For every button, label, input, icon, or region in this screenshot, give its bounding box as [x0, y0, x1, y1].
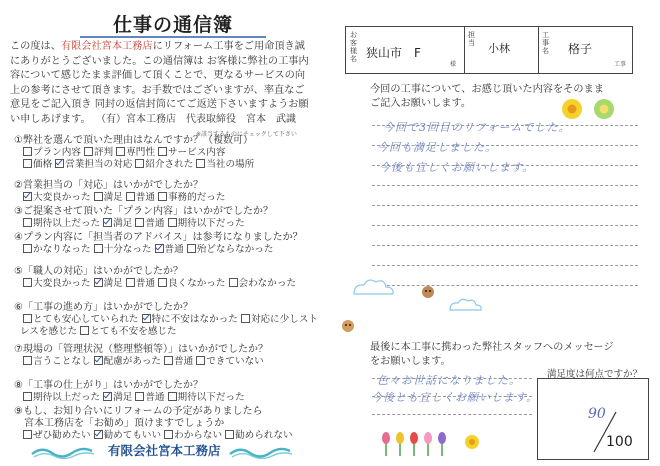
option-label: とても不安を感じた [90, 326, 177, 337]
option-row [14, 314, 318, 326]
option-label: 普通 [145, 392, 165, 403]
option-label: 普通 [135, 192, 155, 203]
option-label: 営業担当の対応 [65, 159, 133, 170]
handwritten-comment-2: 今回も満足しました。 [377, 141, 497, 154]
checkbox[interactable] [84, 147, 93, 156]
option-label: サービス内容 [167, 147, 226, 158]
question-8 [14, 380, 245, 404]
option-label: 良くなかった [167, 278, 226, 289]
question-4 [14, 232, 303, 256]
option-label: 言うことなし [33, 356, 91, 367]
checkbox[interactable] [80, 326, 89, 335]
question-title: ⑤「職人の対応」はいかがでしたか？ [14, 266, 183, 277]
handwritten-comment-1: 今回で3回目のリフォームでした。 [383, 121, 571, 134]
checkbox[interactable] [23, 356, 32, 365]
option-label: 専門性 [126, 147, 155, 158]
option-label: できていない [206, 356, 264, 367]
intro-part-2: にリフォーム工事をご用命頂き誠にありがとうございました。この通信簿は お客様に弊社の工事内容について感じたまま評価して頂くことで、更なるサービスの向上の参考にさせて頂きます。お手数ではございますが、率直なご意見をご記入頂き 同封の返信封筒にてご返送下さいますようお願い申しあげます。 [10, 41, 309, 125]
work-cell [538, 27, 632, 73]
checked-checkbox[interactable] [155, 244, 164, 253]
question-6 [14, 302, 318, 338]
page-title: 仕事の通信簿 [112, 14, 233, 36]
checkbox[interactable] [94, 192, 103, 201]
option-row [14, 244, 303, 256]
option-label: 当社の場所 [206, 159, 255, 170]
option-row [14, 392, 245, 404]
comment-prompt: 今回の工事について、お感じ頂いた内容をそのままご記入お願いします。 [370, 84, 604, 109]
option-row [14, 159, 254, 171]
option-label: 特に不安はなかった [151, 314, 238, 325]
intro-part-1: この度は、 [10, 41, 61, 52]
footer-company-name: 有限会社宮本工務店 [108, 443, 221, 458]
option-label: プラン内容 [33, 147, 81, 158]
checkbox[interactable] [126, 192, 135, 201]
checkbox[interactable] [23, 244, 32, 253]
checked-checkbox[interactable] [103, 392, 112, 401]
option-label: 普通 [164, 244, 184, 255]
option-label: 価格 [33, 159, 53, 170]
checkbox[interactable] [94, 244, 103, 253]
handwritten-message-1: 色々お世話になりました。 [377, 374, 521, 387]
option-label: 評判 [93, 147, 114, 158]
staff-name: 小林 [488, 42, 510, 55]
checked-checkbox[interactable] [103, 218, 112, 227]
customer-info-box [345, 26, 633, 74]
work-label: 工事名 [542, 31, 549, 55]
option-label: 満足 [113, 392, 133, 403]
work-suffix: 工事 [614, 61, 627, 68]
checkbox[interactable] [23, 314, 32, 323]
flower-icons [560, 96, 630, 124]
staff-cell [464, 27, 539, 73]
checkbox[interactable] [241, 314, 250, 323]
intro-company-name: 有限会社宮本工務店 [60, 41, 153, 52]
question-9 [14, 406, 293, 442]
question-title: ④プラン内容に「担当者のアドバイス」は参考になりましたか？ [14, 232, 303, 243]
checkbox[interactable] [164, 356, 173, 365]
option-label: 満足 [113, 218, 133, 229]
wave-decoration-right [228, 445, 294, 459]
question-title: ①弊社を選んで頂いた理由はなんですか？（複数可） [14, 135, 253, 146]
checked-checkbox[interactable] [23, 192, 32, 201]
checked-checkbox[interactable] [55, 159, 64, 168]
signature: （有）宮本工務店 代表取締役 宮本 武識 [96, 114, 296, 125]
checkbox[interactable] [158, 278, 167, 287]
question-2 [14, 180, 226, 204]
option-label: 大変良かった [33, 278, 91, 289]
option-label: 満足 [103, 192, 123, 203]
option-label: 普通 [135, 278, 155, 289]
checkbox[interactable] [196, 159, 205, 168]
question-title: ⑥「工事の進め方」はいかがでしたか？ [14, 302, 193, 313]
option-row [14, 147, 254, 159]
checkbox[interactable] [158, 192, 167, 201]
checkbox[interactable] [126, 278, 135, 287]
option-label: 勧めてもいい [103, 430, 162, 441]
option-label: 大変良かった [33, 192, 91, 203]
option-label: ぜひ勧めたい [33, 430, 91, 441]
tulip-decoration [380, 426, 490, 458]
option-label: 対応に少しスト [250, 314, 319, 325]
checkbox[interactable] [168, 218, 177, 227]
checked-checkbox[interactable] [94, 430, 103, 439]
option-label: 殆どならなかった [196, 244, 274, 255]
question-1 [14, 135, 254, 171]
option-row [14, 218, 273, 230]
option-row [14, 356, 268, 368]
option-label: 十分なった [103, 244, 152, 255]
question-7 [14, 344, 268, 368]
option-label: かなりなった [33, 244, 91, 255]
option-label: とても安心していられた [33, 314, 139, 325]
checkbox[interactable] [135, 159, 144, 168]
option-label: 期待以上だった [33, 392, 101, 403]
option-row [14, 326, 318, 338]
cloud-bird-illustration [340, 270, 500, 340]
checked-checkbox[interactable] [94, 356, 103, 365]
checkbox[interactable] [23, 159, 32, 168]
checkbox[interactable] [135, 392, 144, 401]
option-label: 普通 [174, 356, 194, 367]
work-name: 格子 [568, 42, 593, 56]
checkbox[interactable] [23, 392, 32, 401]
honorific: 様 [450, 61, 457, 68]
checked-checkbox[interactable] [142, 314, 151, 323]
question-5 [14, 266, 296, 290]
question-title: ⑦現場の「管理状況（整理整頓等）」はいかがでしたか？ [14, 344, 268, 355]
checkbox[interactable] [168, 392, 177, 401]
customer-name-cell [346, 27, 465, 73]
score-max: 100 [606, 434, 633, 450]
checkbox[interactable] [135, 218, 144, 227]
option-label: わからない [174, 430, 223, 441]
question-title: ③ご提案させて頂いた「プラン内容」はいかがでしたか？ [14, 206, 273, 217]
checkbox[interactable] [164, 430, 173, 439]
checkbox[interactable] [23, 430, 32, 439]
checkbox[interactable] [196, 356, 205, 365]
option-row [14, 278, 296, 290]
option-label: 紹介された [145, 159, 194, 170]
score-question: 満足度は何点ですか？ [547, 369, 643, 380]
question-title: ②営業担当の「対応」はいかがでしたか？ [14, 180, 203, 191]
option-label: 配慮があった [103, 356, 162, 367]
question-title: ⑧「工事の仕上がり」はいかがでしたか？ [14, 380, 203, 391]
option-label: 会わなかった [238, 278, 297, 289]
checkbox[interactable] [187, 244, 196, 253]
option-label: レスを感じた [20, 326, 78, 337]
option-label: 期待以上だった [33, 218, 101, 229]
option-label: 期待以下だった [177, 392, 245, 403]
option-label: 満足 [103, 278, 123, 289]
message-prompt: 最後に本工事に携わった弊社スタッフへのメッセージをお願いします。 [370, 342, 614, 367]
checked-checkbox[interactable] [94, 278, 103, 287]
checkbox[interactable] [158, 147, 167, 156]
option-row [14, 192, 226, 204]
wave-decoration-left [30, 445, 96, 459]
checkbox[interactable] [116, 147, 125, 156]
checkbox[interactable] [229, 278, 238, 287]
question-title: ⑨もし、お知り合いにリフォームの予定がありましたら [14, 406, 263, 417]
check-note: ※該当するものにチェックして下さい [196, 131, 297, 138]
option-label: 勧められない [235, 430, 293, 441]
handwritten-message-2: 今後とも宜しくお願いします。 [371, 391, 539, 404]
question-3 [14, 206, 273, 230]
score-value: 90 [588, 406, 606, 422]
customer-name: 狭山市 F [366, 46, 421, 60]
customer-label: お客様名 [350, 31, 357, 63]
option-label: 事務的だった [167, 192, 226, 203]
option-label: 期待以下だった [177, 218, 245, 229]
checkbox[interactable] [23, 147, 32, 156]
handwritten-comment-3: 今後も宜しくお願いします。 [379, 161, 535, 174]
question-title-line2: 宮本工務店を「お勧め」頂けますでしょうか [24, 418, 225, 429]
staff-label: 担当 [468, 31, 475, 47]
checkbox[interactable] [23, 218, 32, 227]
checkbox[interactable] [23, 278, 32, 287]
checkbox[interactable] [225, 430, 234, 439]
option-label: 普通 [145, 218, 165, 229]
